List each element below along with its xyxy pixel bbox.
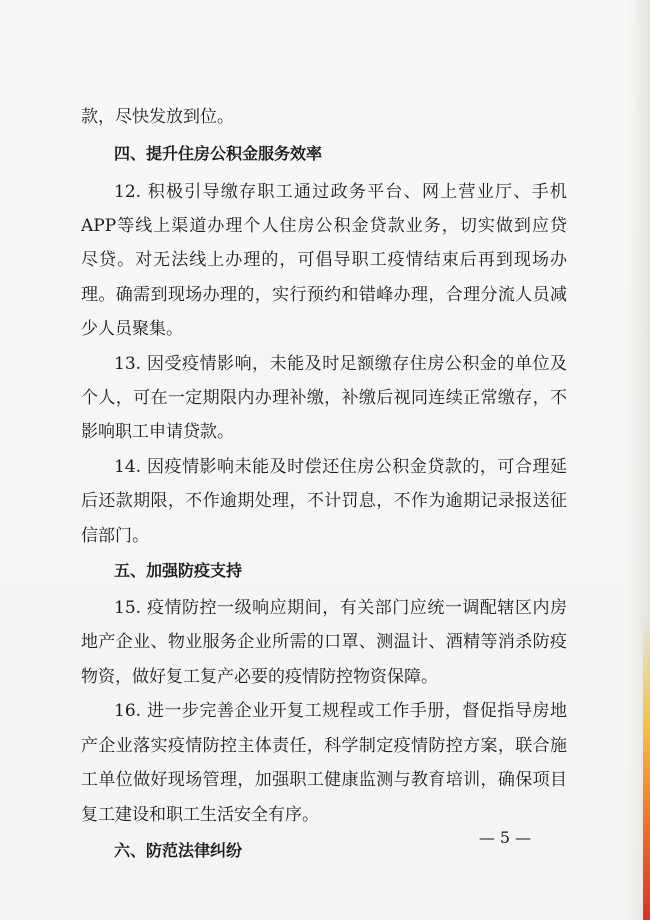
section-heading: 五、加强防疫支持	[114, 561, 243, 580]
paragraph-line: 少人员聚集。	[81, 319, 183, 339]
section-heading: 六、防范法律纠纷	[114, 841, 243, 860]
page-number: — 5 —	[478, 828, 532, 847]
body-line: 款，尽快发放到位。	[81, 107, 234, 127]
page-edge-color-strip	[643, 620, 650, 920]
paragraph-line: 影响职工申请贷款。	[81, 422, 234, 442]
paragraph-line: 尽贷。对无法线上办理的，可倡导职工疫情结束后再到现场办	[81, 250, 567, 270]
paragraph-line: 复工建设和职工生活安全有序。	[81, 805, 319, 825]
paragraph-line: 14. 因疫情影响未能及时偿还住房公积金贷款的，可合理延	[114, 457, 567, 477]
paragraph-line: 后还款期限，不作逾期处理，不计罚息，不作为逾期记录报送征	[81, 491, 567, 511]
paragraph-line: 信部门。	[81, 526, 149, 546]
paragraph-line: 物资，做好复工复产必要的疫情防控物资保障。	[81, 667, 438, 687]
section-heading: 四、提升住房公积金服务效率	[114, 144, 323, 163]
paragraph-line: 16. 进一步完善企业开复工规程或工作手册，督促指导房地	[114, 701, 567, 721]
paragraph-line: 13. 因受疫情影响，未能及时足额缴存住房公积金的单位及	[114, 354, 567, 374]
paragraph-line: 12. 积极引导缴存职工通过政务平台、网上营业厅、手机	[114, 182, 567, 202]
paragraph-line: 个人，可在一定期限内办理补缴，补缴后视同连续正常缴存，不	[81, 388, 567, 408]
paragraph-line: 15. 疫情防控一级响应期间，有关部门应统一调配辖区内房	[114, 598, 567, 618]
paragraph-line: 工单位做好现场管理，加强职工健康监测与教育培训，确保项目	[81, 770, 567, 790]
paragraph-line: APP等线上渠道办理个人住房公积金贷款业务，切实做到应贷	[81, 216, 567, 236]
paragraph-line: 地产企业、物业服务企业所需的口罩、测温计、酒精等消杀防疫	[81, 632, 567, 652]
paragraph-line: 产企业落实疫情防控主体责任，科学制定疫情防控方案，联合施	[81, 736, 567, 756]
paragraph-line: 理。确需到现场办理的，实行预约和错峰办理，合理分流人员减	[81, 285, 567, 305]
